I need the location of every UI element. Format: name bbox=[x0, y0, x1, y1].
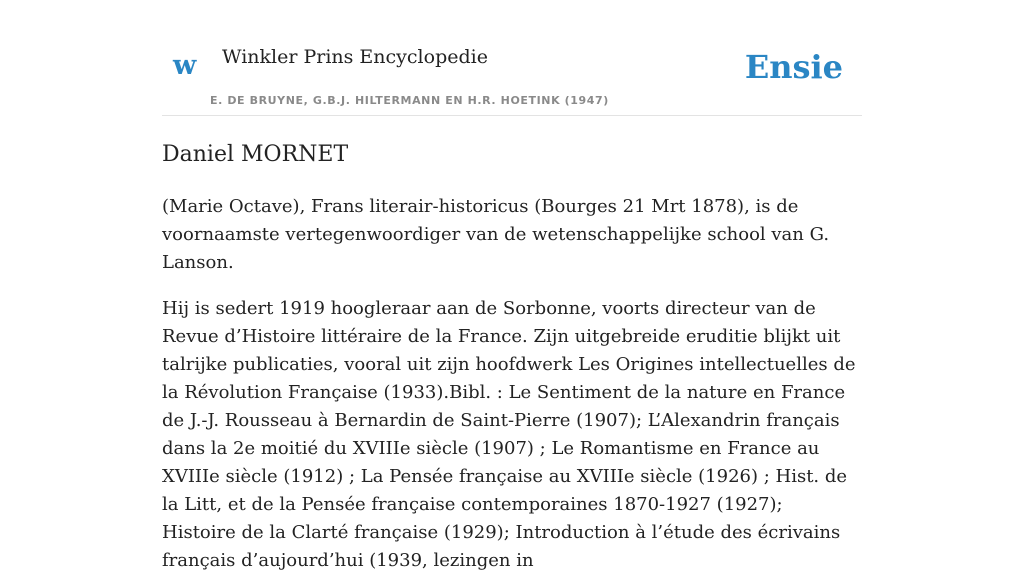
article-paragraph-intro: (Marie Octave), Frans literair-historicus (Bourges 21 Mrt 1878), is de voornaamste vertegenwoordiger van de wetenschappelijke school van G. Lanson. bbox=[162, 195, 830, 273]
site-title-link[interactable]: Winkler Prins Encyclopedie bbox=[222, 46, 488, 68]
article-paragraph-body: Hij is sedert 1919 hoogleraar aan de Sorbonne, voorts directeur van de Revue d’Histoire littéraire de la France. Zijn uitgebreide eruditie blijkt uit talrijke publicaties, vooral uit zijn hoofdwerk Les Origines intellectuelles de la Révolution Française (1933).Bibl. : Le Sentiment de la nature en France de J.-J. Rousseau à Bernardin de Saint-Pierre (1907); L’Alexandrin français dans la 2e moitié du XVIIIe siècle (1907) ; Le Romantisme en France au XVIIIe siècle (1912) ; La Pensée française au XVIIIe siècle (1926) ; Hist. de la Litt, et de la Pensée française contemporaines 1870-1927 (1927); Histoire de la Clarté française (1929); Introduction à l’étude des écrivains français d’aujourd’hui (1939, lezingen in bbox=[162, 297, 856, 571]
article-title: Daniel MORNET bbox=[162, 142, 349, 167]
ensie-brand-logo[interactable]: Ensie bbox=[744, 48, 843, 86]
content-container bbox=[162, 0, 862, 575]
winkler-prins-logo[interactable]: w bbox=[173, 50, 197, 81]
site-header bbox=[162, 0, 862, 116]
source-authors: E. DE BRUYNE, G.B.J. HILTERMANN EN H.R. HOETINK (1947) bbox=[210, 94, 609, 107]
